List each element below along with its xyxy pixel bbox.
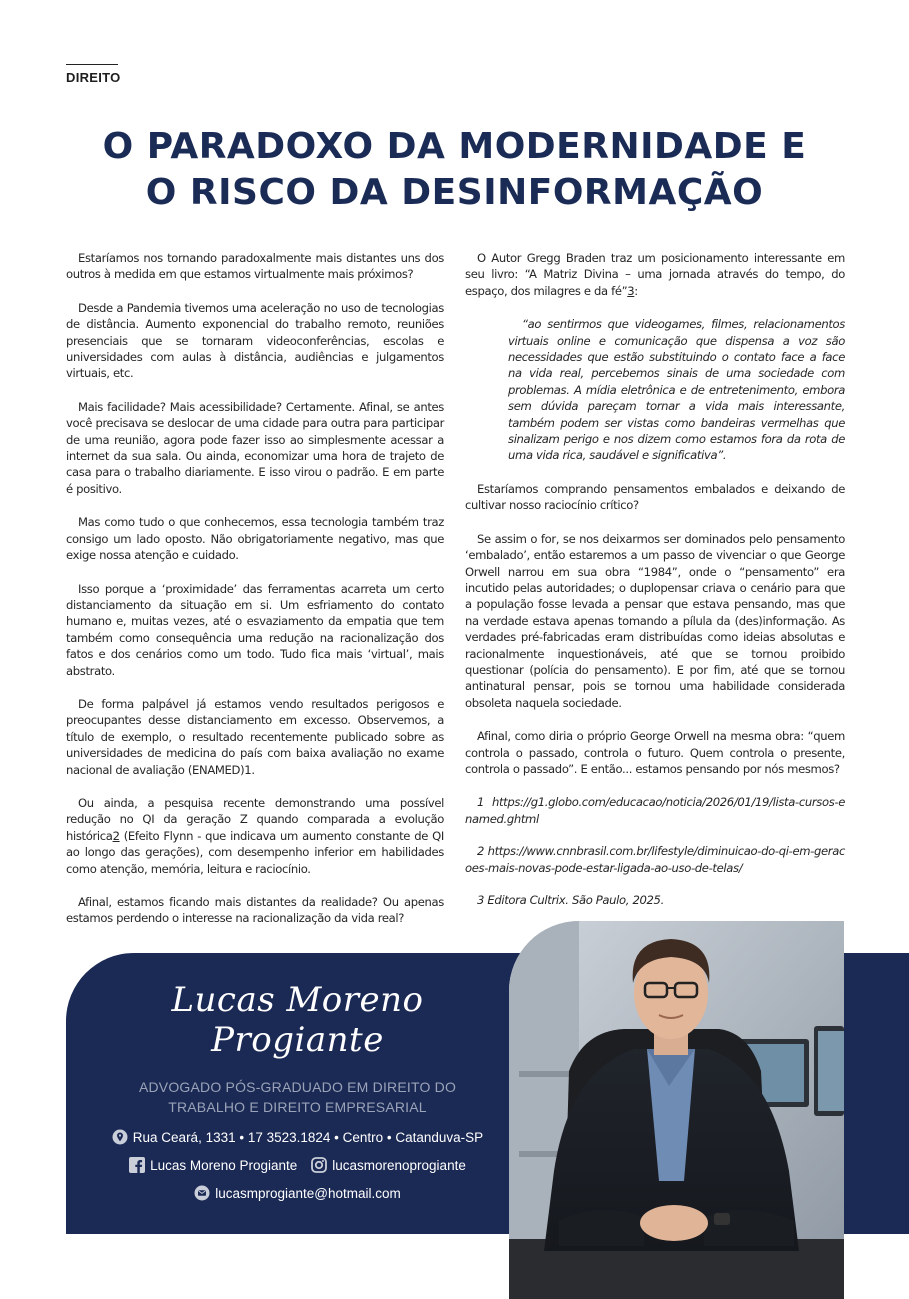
section-label: DIREITO (66, 70, 121, 85)
author-photo (509, 921, 844, 1299)
paragraph: Desde a Pandemia tivemos uma aceleração no uso de tecnologias de distância. Aumento exponencial do trabalho remoto, reuniões presenciais que se tornaram videoconferências, escolas e universidades com aulas à distância, audiências e julgamentos virtuais, etc. (66, 300, 444, 381)
footnote-link[interactable]: 1 https://g1.globo.com/educacao/noticia/2026/01/19/lista-cursos-enamed.ghtml (465, 795, 845, 826)
paragraph-text: Ou ainda, a pesquisa recente demonstrando uma possível redução no QI da geração Z quando comparada a evolução histórica (66, 795, 444, 843)
paragraph: Mais facilidade? Mais acessibilidade? Certamente. Afinal, se antes você precisava se deslocar de uma cidade para outra para participar de uma reunião, agora pode fazer isso ao simplesmente acessar a internet da sua sala. Ou ainda, economizar uma hora de trajeto de casa para o trabalho diariamente. E isso virou o padrão. E em parte é positivo. (66, 399, 444, 496)
contact-social-row (66, 1157, 529, 1176)
paragraph-text: : (634, 283, 638, 298)
author-role-line-2: TRABALHO E DIREITO EMPRESARIAL (168, 1099, 427, 1115)
title-line-2: O RISCO DA DESINFORMAÇÃO (145, 172, 764, 213)
facebook-name[interactable]: Lucas Moreno Progiante (150, 1158, 298, 1174)
paragraph-text: . (251, 762, 255, 777)
footnote-3: 3 Editora Cultrix. São Paulo, 2025. (477, 893, 664, 907)
instagram-icon[interactable] (311, 1157, 327, 1176)
email-icon (194, 1185, 210, 1204)
footnote-1 (465, 794, 845, 827)
email-address[interactable]: lucasmprogiante@hotmail.com (215, 1186, 401, 1202)
paragraph: Estaríamos nos tornando paradoxalmente mais distantes uns dos outros à medida em que estamos virtualmente mais próximos? (66, 251, 444, 282)
instagram-handle[interactable]: lucasmorenoprogiante (332, 1158, 466, 1174)
paragraph: Estaríamos comprando pensamentos embalados e deixando de cultivar nosso raciocínio crítico? (465, 481, 845, 513)
paragraph: Isso porque a ‘proximidade’ das ferramentas acarreta um certo distanciamento da situação em si. Um esfriamento do contato humano e, muitas vezes, até o esvaziamento da empatia que tem também como consequência uma redução na racionalização dos fatos e dos cenários como um todo. Tudo fica mais ‘virtual’, mais abstrato. (66, 581, 444, 678)
title-line-1: O PARADOXO DA MODERNIDADE E (102, 126, 807, 167)
footnote-ref[interactable]: 3 (627, 283, 635, 298)
paragraph (66, 795, 444, 877)
author-role (66, 1077, 529, 1117)
contact-address: Rua Ceará, 1331 • 17 3523.1824 • Centro • Catanduva-SP (132, 1130, 484, 1146)
footnote-ref[interactable]: 2 (112, 828, 120, 843)
article-title (60, 124, 849, 216)
right-column (465, 250, 845, 924)
author-name-line-1: Lucas Moreno (171, 980, 424, 1020)
paragraph: Se assim o for, se nos deixarmos ser dominados pelo pensamento ‘embalado’, então estaremos a um passo de vivenciar o que George Orwell narrou em sua obra “1984”, onde o “pensamento” era incutido pelas autoridades; o duplopensar criava o cenário para que a população fosse levada a pensar que estava pensando, mas que na verdade estava apenas tomando a pílula da (des)informação. As verdades pré-fabricadas eram distribuídas como ideias absolutas e racionalmente inquestionáveis, até que se tornou proibido questionar (polícia do pensamento). E por fim, até que se tornou antinatural pensar, pois se tornou uma habilidade considerada obsoleta naquela sociedade. (465, 531, 845, 710)
facebook-icon[interactable] (129, 1157, 145, 1176)
contact-address-row (66, 1129, 529, 1148)
left-column (66, 250, 444, 944)
author-photo-illustration (509, 921, 844, 1299)
paragraph-text: (Efeito Flynn - que indicava um aumento constante de QI ao longo das gerações), com desempenho inferior em habilidades como atenção, memória, leitura e raciocínio. (66, 828, 444, 876)
author-name-line-2: Progiante (211, 1020, 384, 1060)
paragraph: Afinal, estamos ficando mais distantes da realidade? Ou apenas estamos perdendo o interesse na racionalização da vida real? (66, 895, 444, 926)
footnote-ref[interactable]: 1 (244, 762, 252, 777)
author-role-line-1: ADVOGADO PÓS-GRADUADO EM DIREITO DO (138, 1079, 457, 1095)
author-name (66, 980, 529, 1060)
paragraph (465, 250, 845, 299)
block-quote: “ao sentirmos que videogames, filmes, relacionamentos virtuais online e comunicação que dispensa a voz são necessidades que estão substituindo o contato face a face na vida real, percebemos sinais de uma sociedade com problemas. A mídia eletrônica e de entretenimento, embora sem dúvida pareçam tornar a vida mais interessante, também podem ser vistas como bandeiras vermelhas que sinalizam perigo e nos dizem como estamos fora da rota de uma vida rica, saudável e significativa”. (508, 317, 845, 463)
paragraph: Mas como tudo o que conhecemos, essa tecnologia também traz consigo um lado oposto. Não obrigatoriamente negativo, mas que exige nossa atenção e cuidado. (66, 515, 444, 563)
section-rule (66, 64, 118, 65)
footnote-2 (465, 843, 845, 876)
paragraph (66, 696, 444, 778)
location-pin-icon (112, 1129, 128, 1148)
footnote-link[interactable]: 2 https://www.cnnbrasil.com.br/lifestyle/diminuicao-do-qi-em-geracoes-mais-novas-pode-estar-ligada-ao-uso-de-telas/ (465, 844, 845, 875)
paragraph: Afinal, como diria o próprio George Orwell na mesma obra: “quem controla o passado, controla o futuro. Quem controla o presente, controla o passado”. E então... estamos pensando por nós mesmos? (465, 729, 845, 776)
paragraph-text: O Autor Gregg Braden traz um posicionamento interessante em seu livro: “A Matriz Divina – uma jornada através do tempo, do espaço, dos milagres e da fé” (465, 251, 845, 298)
paragraph-text: De forma palpável já estamos vendo resultados perigosos e preocupantes desse distanciamento em excesso. Observemos, a título de exemplo, o resultado recentemente publicado sobre as universidades de medicina do país com baixa avaliação no exame nacional de avaliação (ENAMED) (66, 696, 444, 777)
contact-email-row (66, 1185, 529, 1204)
